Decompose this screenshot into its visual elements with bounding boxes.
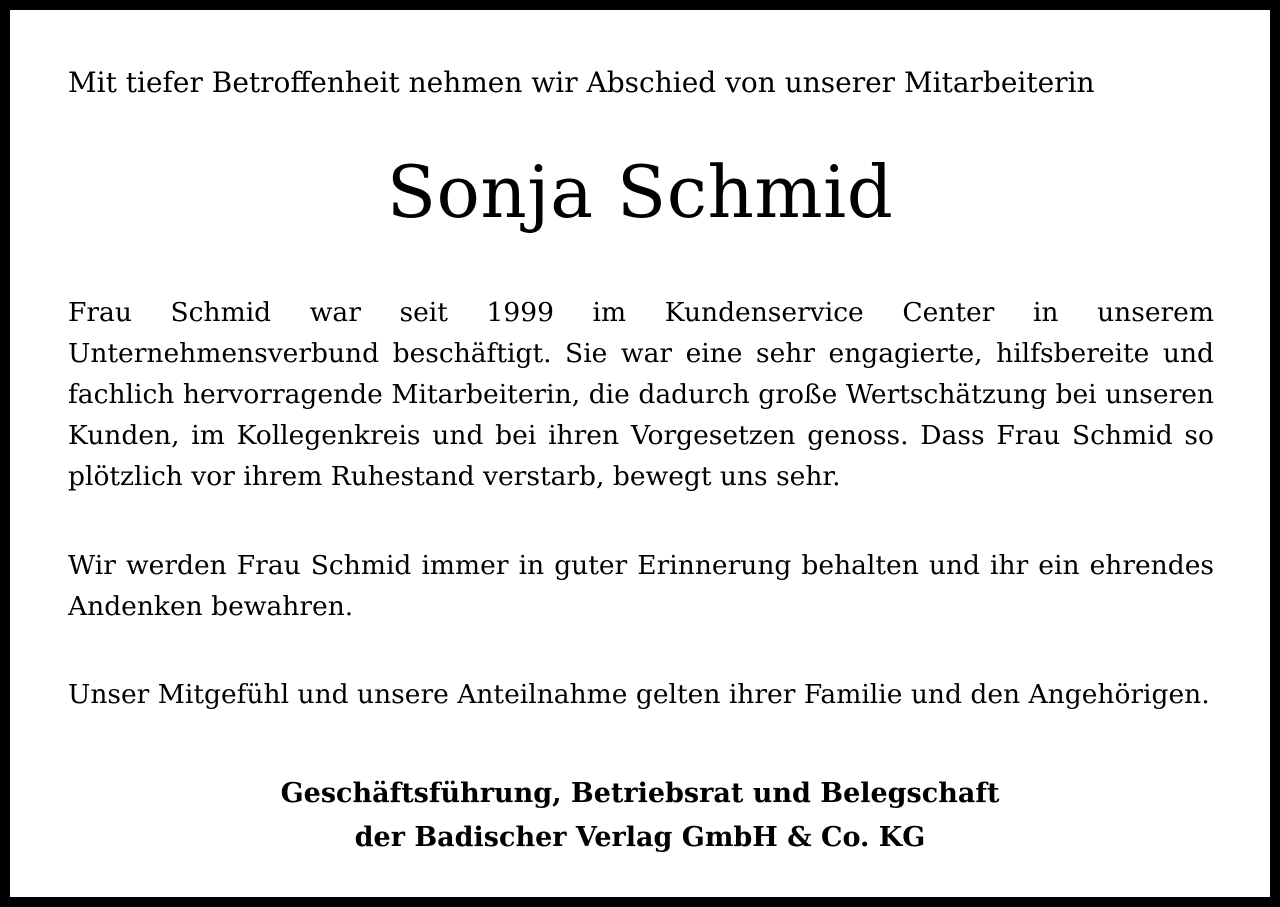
- signature-line-2: der Badischer Verlag GmbH & Co. KG: [354, 822, 926, 853]
- remembrance-paragraph: Wir werden Frau Schmid immer in guter Erinnerung behalten und ihr ein ehrendes Andenken bewahren.: [68, 550, 1214, 622]
- tribute-paragraph: Frau Schmid war seit 1999 im Kundenservice Center in unserem Unternehmensverbund beschäftigt. Sie war eine sehr engagierte, hilfsbereite und fachlich hervorragende Mitarbeiterin, die dadurch große Wertschätzung bei unseren Kunden, im Kollegenkreis und bei ihren Vorgesetzen genoss. Dass Frau Schmid so plötzlich vor ihrem Ruhestand verstarb, bewegt uns sehr.: [68, 297, 1214, 492]
- condolence-paragraph: Unser Mitgefühl und unsere Anteilnahme gelten ihrer Familie und den Angehörigen.: [68, 679, 1210, 710]
- intro-line: Mit tiefer Betroffenheit nehmen wir Abschied von unserer Mitarbeiterin: [68, 66, 1095, 99]
- signature-line-1: Geschäftsführung, Betriebsrat und Belegschaft: [280, 778, 1000, 809]
- deceased-name: Sonja Schmid: [386, 150, 894, 234]
